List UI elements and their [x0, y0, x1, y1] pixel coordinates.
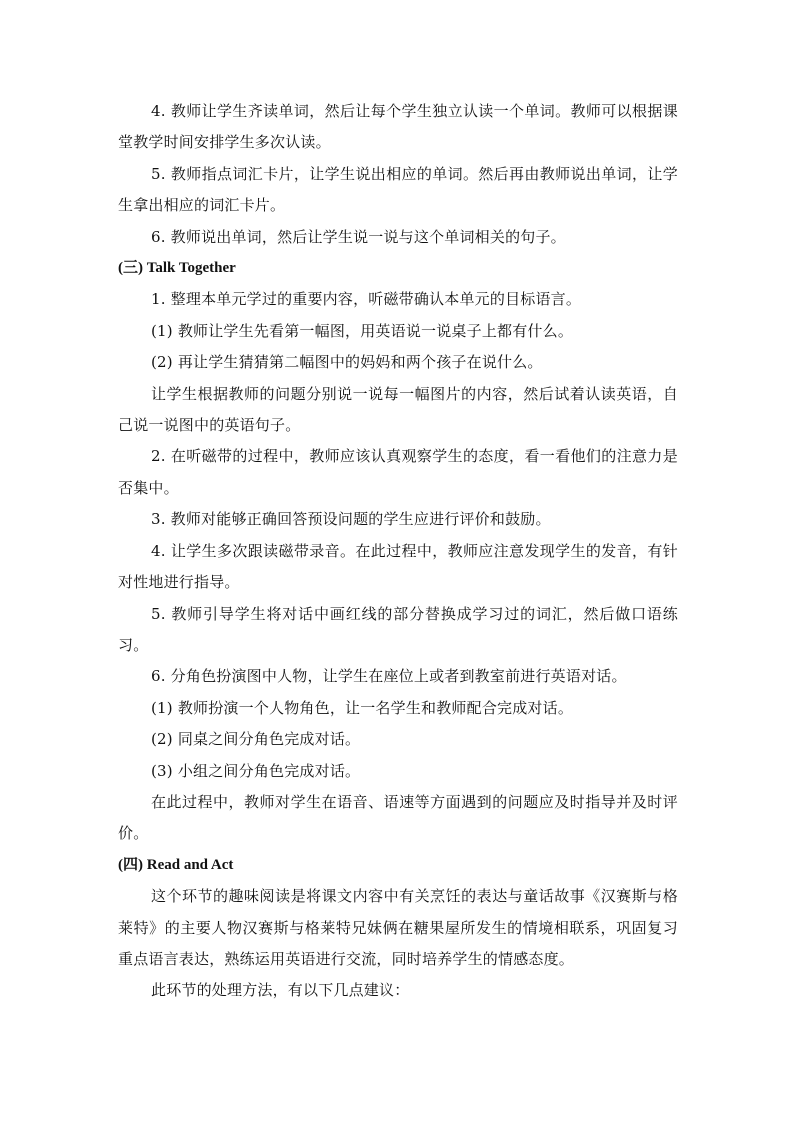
talk-item-1-paragraph: 让学生根据教师的问题分别说一说每一幅图片的内容，然后试着认读英语，自己说一说图中的英语句子。: [118, 384, 678, 435]
talk-item-2: 2. 在听磁带的过程中，教师应该认真观察学生的态度，看一看他们的注意力是否集中。: [118, 447, 678, 497]
talk-item-6-sub-2: (2) 同桌之间分角色完成对话。: [151, 730, 361, 749]
intro-item-4: 4. 教师让学生齐读单词，然后让每个学生独立认读一个单词。教师可以根据课堂教学时间安排学生多次认读。: [118, 102, 678, 152]
intro-item-5: 5. 教师指点词汇卡片，让学生说出相应的单词。然后再由教师说出单词，让学生拿出相应的词汇卡片。: [118, 164, 678, 215]
talk-item-6: 6. 分角色扮演图中人物，让学生在座位上或者到教室前进行英语对话。: [151, 667, 627, 686]
talk-item-6-sub-1: (1) 教师扮演一个人物角色，让一名学生和教师配合完成对话。: [151, 698, 574, 717]
talk-item-1-sub-1: (1) 教师让学生先看第一幅图，用英语说一说桌子上都有什么。: [151, 321, 574, 340]
section-heading-read-and-act: (四) Read and Act: [118, 856, 234, 873]
talk-item-1-sub-2: (2) 再让学生猜猜第二幅图中的妈妈和两个孩子在说什么。: [151, 353, 543, 372]
talk-item-6-sub-3: (3) 小组之间分角色完成对话。: [151, 761, 361, 780]
intro-item-6: 6. 教师说出单词，然后让学生说一说与这个单词相关的句子。: [151, 227, 566, 246]
read-act-paragraph-2: 此环节的处理方法，有以下几点建议：: [151, 981, 410, 1000]
talk-closing-paragraph: 在此过程中，教师对学生在语音、语速等方面遇到的问题应及时指导并及时评价。: [118, 792, 678, 843]
talk-item-4: 4. 让学生多次跟读磁带录音。在此过程中，教师应注意发现学生的发音，有针对性地进行指导。: [118, 541, 678, 592]
section-heading-talk-together: (三) Talk Together: [118, 260, 236, 277]
talk-item-3: 3. 教师对能够正确回答预设问题的学生应进行评价和鼓励。: [151, 510, 551, 529]
document-page: [118, 96, 678, 1007]
talk-item-5: 5. 教师引导学生将对话中画红线的部分替换成学习过的词汇，然后做口语练习。: [118, 604, 678, 654]
read-act-paragraph-1: 这个环节的趣味阅读是将课文内容中有关烹饪的表达与童话故事《汉赛斯与格莱特》的主要人物汉赛斯与格莱特兄妹俩在糖果屋所发生的情境相联系，巩固复习重点语言表达，熟练运用英语进行交流，同时培养学生的情感态度。: [118, 887, 678, 968]
talk-item-1: 1. 整理本单元学过的重要内容，听磁带确认本单元的目标语言。: [151, 290, 582, 309]
